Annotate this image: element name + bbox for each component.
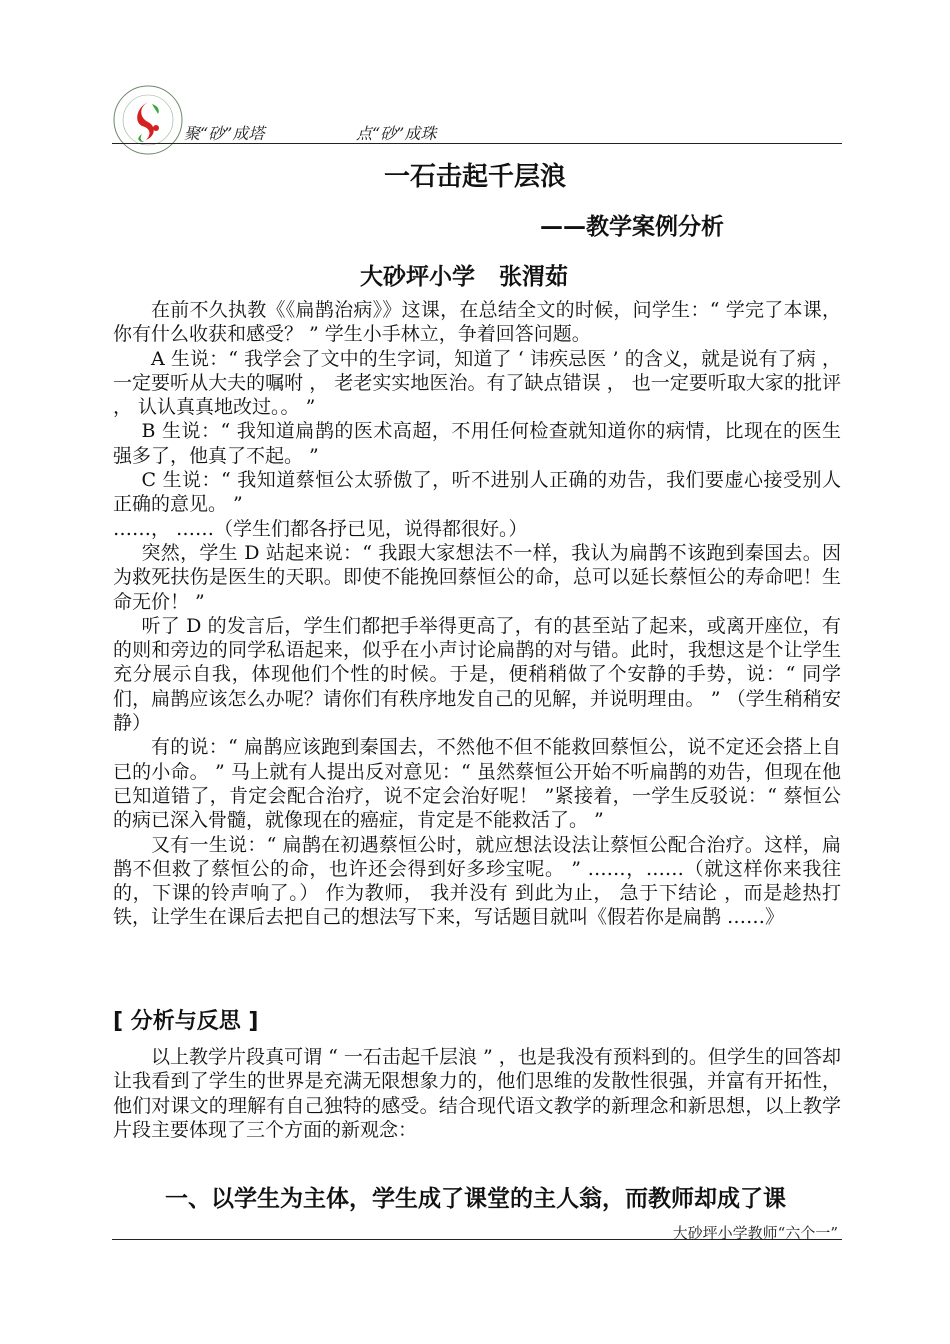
paragraph: 在前不久执教《《扁鹊治病》》这课，在总结全文的时候，问学生：“ 学完了本课，你有什么收获和感受？ ” 学生小手林立，争着回答问题。 <box>113 299 841 346</box>
school-logo <box>112 84 184 156</box>
motto-left: 聚“砂”成塔 <box>184 124 265 143</box>
paragraph: 以上教学片段真可谓 “ 一石击起千层浪 ” ，也是我没有预料到的。但学生的回答却让我看到了学生的世界是充满无限想象力的，他们思维的发散性很强，并富有开拓性，他们对课文的理解有自己独特的感受。结合现代语文教学的新理念和新思想，以上教学片段主要体现了三个方面的新观念： <box>113 1046 841 1141</box>
footer-text: 大砂坪小学教师“六个一” <box>672 1224 838 1242</box>
paragraph: A 生说：“ 我学会了文中的生字词，知道了 ‘ 讳疾忌医 ’ 的含义，就是说有了病 ， 一定要听从大夫的嘱咐 ， 老老实实地医治。有了缺点错误 ， 也一定要听取大家的批评 ， 认认真真地改过。。 ” <box>113 347 841 419</box>
case-narrative <box>113 298 841 930</box>
point-heading-1: 一、以学生为主体，学生成了课堂的主人翁，而教师却成了课 <box>165 1186 786 1212</box>
motto-right: 点“砂”成珠 <box>356 124 437 143</box>
analysis-body <box>113 1045 841 1142</box>
paragraph: ……， ……（学生们都各抒已见，说得都很好。） <box>113 517 528 540</box>
paragraph: 有的说：“ 扁鹊应该跑到秦国去，不然他不但不能救回蔡恒公，说不定还会搭上自已的小命。 ” 马上就有人提出反对意见：“ 虽然蔡恒公开始不听扁鹊的劝告，但现在他已知道错了，肯定会配合治疗，说不定会治好呢！ ”紧接着，一学生反驳说：“ 蔡恒公的病已深入骨髓，就像现在的癌症，肯定是不能救活了。 ” <box>113 736 841 832</box>
paragraph: C 生说：“ 我知道蔡恒公太骄傲了，听不进别人正确的劝告，我们要虚心接受别人正确的意见。 ” <box>113 469 841 516</box>
paragraph: B 生说：“ 我知道扁鹊的医术高超，不用任何检查就知道你的病情，比现在的医生强多了，他真了不起。 ” <box>113 420 841 467</box>
document-subtitle: ——教学案例分析 <box>540 214 724 240</box>
paragraph: 听了 D 的发言后，学生们都把手举得更高了，有的甚至站了起来，或离开座位，有的则和旁边的同学私语起来，似乎在小声讨论扁鹊的对与错。此时，我想这是个让学生充分展示自我，体现他们个性的时候。于是，便稍稍做了个安静的手势，说：“ 同学们，扁鹊应该怎么办呢？请你们有秩序地发自己的见解，并说明理由。 ” （学生稍稍安静） <box>113 614 841 735</box>
section-heading-analysis: [ 分析与反思 ] <box>113 1009 259 1034</box>
document-title: 一石击起千层浪 <box>383 162 566 192</box>
paragraph: 突然，学生 D 站起来说：“ 我跟大家想法不一样，我认为扁鹊不该跑到秦国去。因为救死扶伤是医生的天职。即使不能挽回蔡恒公的命，总可以延长蔡恒公的寿命吧！生命无价！ ” <box>113 541 841 613</box>
header-divider <box>112 143 842 144</box>
author-line: 大砂坪小学 张渭茹 <box>360 264 569 290</box>
footer-divider <box>112 1239 842 1240</box>
paragraph: 又有一生说：“ 扁鹊在初遇蔡恒公时，就应想法设法让蔡恒公配合治疗。这样，扁鹊不但救了蔡恒公的命，也许还会得到好多珍宝呢。 ” ……，……（就这样你来我往的，下课的铃声响了。） 作为教师， 我并没有 到此为止， 急于下结论 ，而是趁热打铁，让学生在课后去把自己的想法写下来，写话题目就叫《假若你是扁鹊 ……》 <box>113 833 841 929</box>
